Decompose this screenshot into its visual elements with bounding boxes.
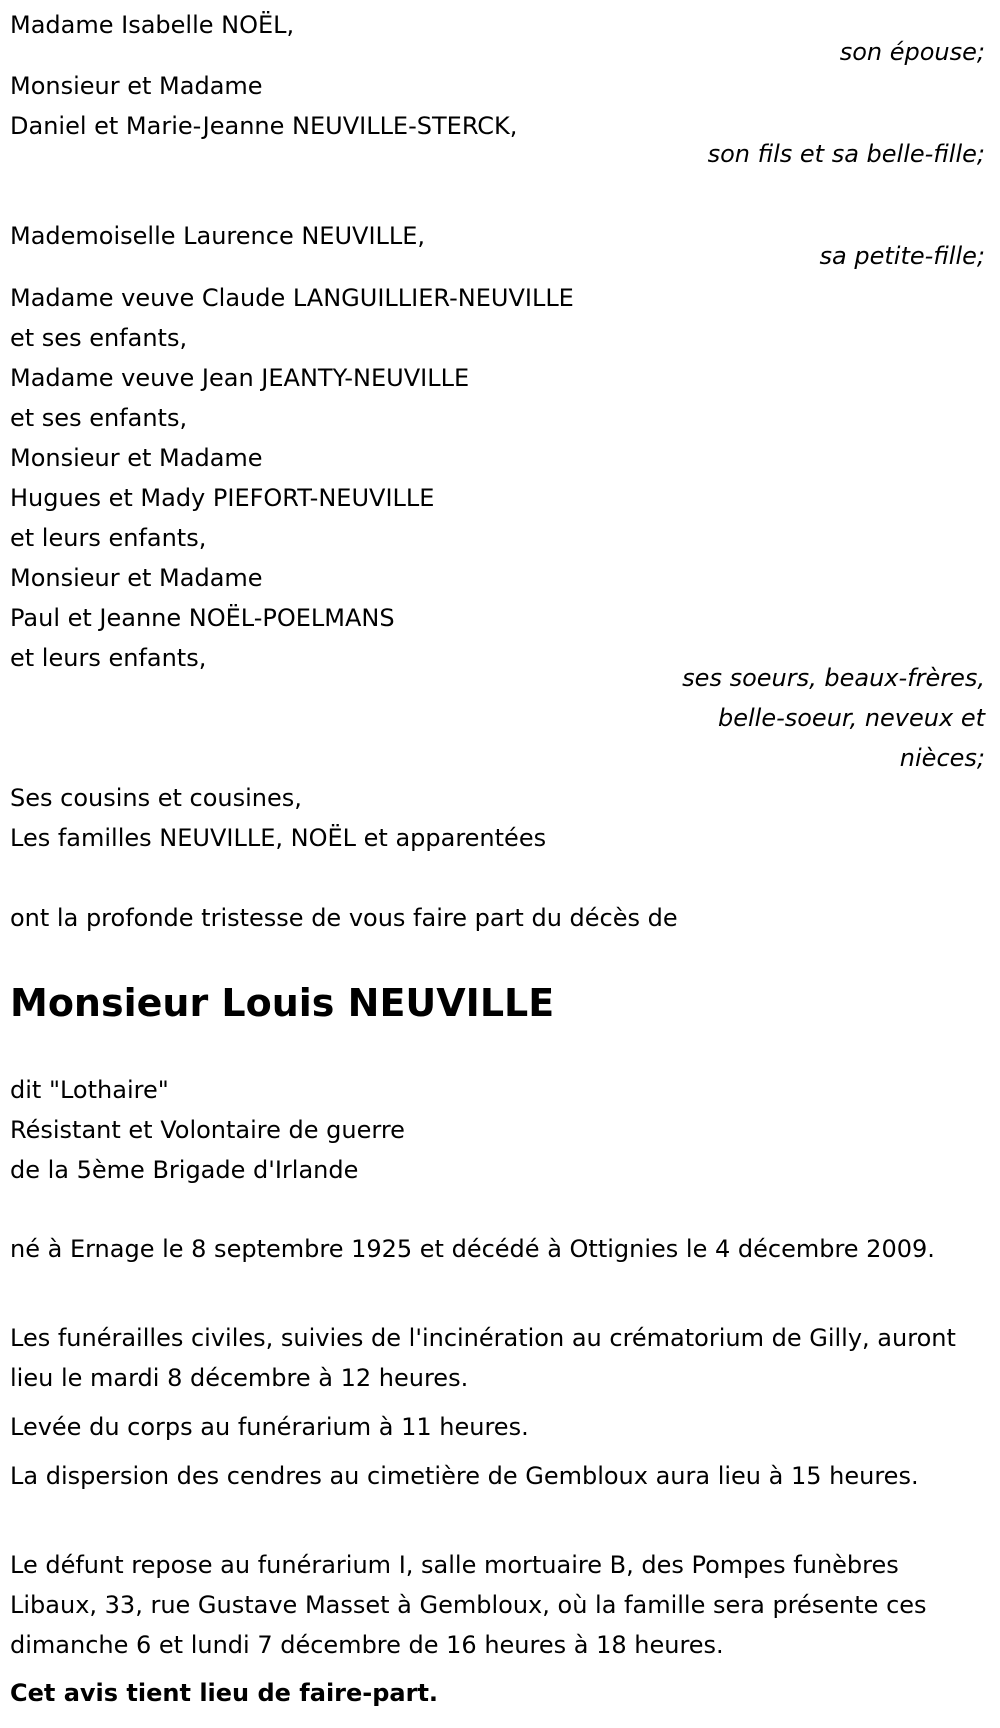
siblings-relation: ses soeurs, beaux-frères, belle-soeur, neveux et nièces; [682,664,985,772]
funeral-paragraph: Les funérailles civiles, suivies de l'incinération au crématorium de Gilly, auront lieu le mardi 8 décembre à 12 heures. [10,1324,956,1392]
ashes-paragraph: La dispersion des cendres au cimetière de Gembloux aura lieu à 15 heures. [10,1462,919,1490]
deceased-name: Monsieur Louis NEUVILLE [10,981,555,1025]
body-lifting-paragraph: Levée du corps au funérarium à 11 heures. [10,1413,529,1441]
son-line-1: Monsieur et Madame [10,72,263,100]
wife-name: Madame Isabelle NOËL, [10,11,295,39]
others-line-2: Les familles NEUVILLE, NOËL et apparentées [10,824,547,852]
granddaughter-relation: sa petite-fille; [819,242,985,270]
sibling-line: Madame veuve Claude LANGUILLIER-NEUVILLE [10,284,574,312]
deceased-detail-line: Résistant et Volontaire de guerre [10,1116,405,1144]
others-block [10,778,990,858]
sibling-line: Paul et Jeanne NOËL-POELMANS [10,604,395,632]
deceased-details [10,1070,990,1190]
birth-death-paragraph: né à Ernage le 8 septembre 1925 et décédé à Ottignies le 4 décembre 2009. [10,1235,935,1263]
sibling-line: Hugues et Mady PIEFORT-NEUVILLE [10,484,435,512]
son-relation: son fils et sa belle-fille; [707,140,985,168]
sibling-line: Monsieur et Madame [10,564,263,592]
announcement-block [10,898,990,938]
siblings-block [10,278,990,678]
wife-relation: son épouse; [839,38,985,66]
sibling-line: et ses enfants, [10,404,188,432]
others-line-1: Ses cousins et cousines, [10,784,302,812]
sibling-line: Madame veuve Jean JEANTY-NEUVILLE [10,364,470,392]
deceased-detail-line: de la 5ème Brigade d'Irlande [10,1156,359,1184]
sibling-line: et ses enfants, [10,324,188,352]
sibling-line: Monsieur et Madame [10,444,263,472]
visitation-paragraph: Le défunt repose au funérarium I, salle mortuaire B, des Pompes funèbres Libaux, 33, rue Gustave Masset à Gembloux, où la famille sera présente ces dimanche 6 et lundi 7 décembre de 16 heures à 18 heures. [10,1551,927,1659]
deceased-detail-line: dit "Lothaire" [10,1076,169,1104]
granddaughter-name: Mademoiselle Laurence NEUVILLE, [10,222,426,250]
sibling-line: et leurs enfants, [10,524,207,552]
sibling-line: et leurs enfants, [10,644,207,672]
announcement-text: ont la profonde tristesse de vous faire part du décès de [10,904,678,932]
closing-note: Cet avis tient lieu de faire-part. [10,1679,439,1707]
son-line-2: Daniel et Marie-Jeanne NEUVILLE-STERCK, [10,112,518,140]
